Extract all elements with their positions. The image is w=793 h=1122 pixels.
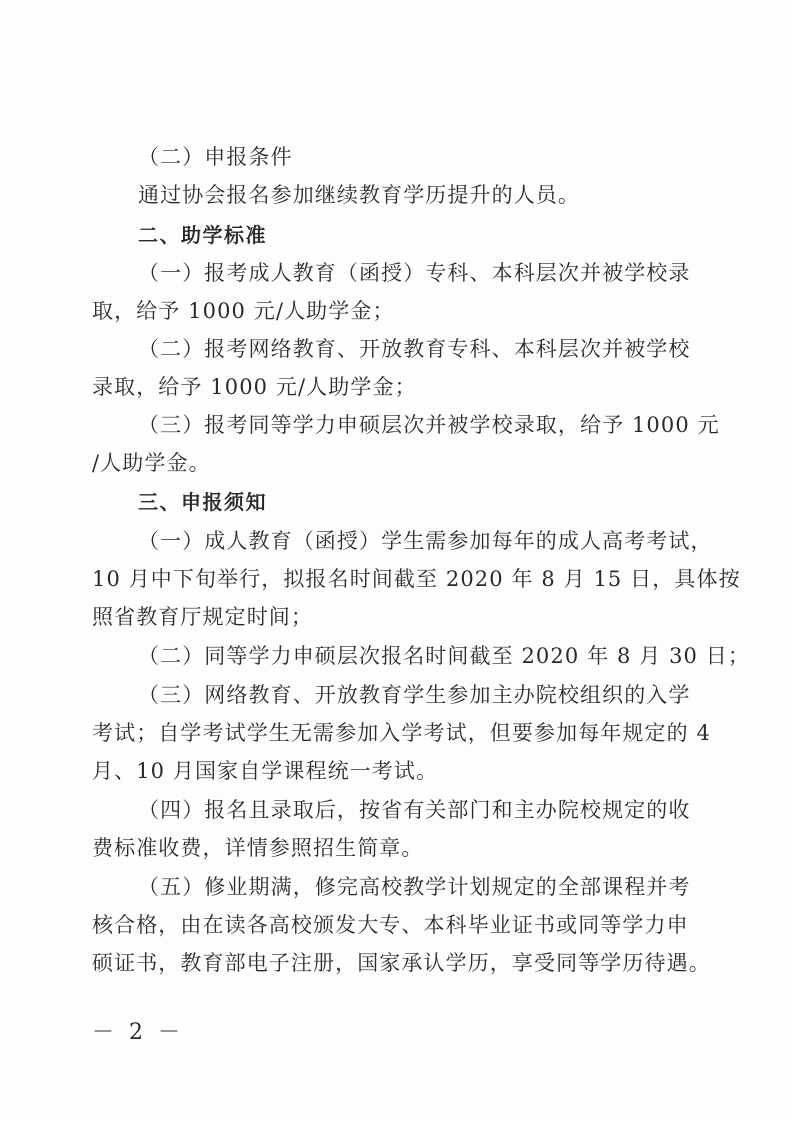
- paragraph-line: （二）同等学力申硕层次报名时间截至 2020 年 8 月 30 日；: [138, 644, 750, 668]
- paragraph-line: 照省教育厅规定时间；: [92, 605, 313, 629]
- paragraph-line: 月、10 月国家自学课程统一考试。: [92, 759, 439, 783]
- paragraph-line: （三）网络教育、开放教育学生参加主办院校组织的入学: [138, 683, 691, 707]
- paragraph-line: /人助学金。: [92, 451, 211, 475]
- paragraph-line: 通过协会报名参加继续教育学历提升的人员。: [138, 183, 580, 207]
- paragraph-line: （一）报考成人教育（函授）专科、本科层次并被学校录: [138, 261, 691, 285]
- paragraph-line: （四）报名且录取后，按省有关部门和主办院校规定的收: [138, 798, 691, 822]
- paragraph-line: （二）报考网络教育、开放教育专科、本科层次并被学校: [138, 337, 691, 361]
- paragraph-line: 核合格，由在读各高校颁发大专、本科毕业证书或同等学力申: [92, 913, 689, 937]
- paragraph-line: 10 月中下旬举行，拟报名时间截至 2020 年 8 月 15 日，具体按: [92, 567, 741, 591]
- paragraph-line: 录取，给予 1000 元/人助学金；: [92, 375, 417, 399]
- paragraph-line: 考试；自学考试学生无需参加入学考试，但要参加每年规定的 4: [92, 721, 711, 745]
- section-heading-subsidy-standards: 二、助学标准: [138, 223, 267, 247]
- section-heading-application-notes: 三、申报须知: [138, 490, 267, 514]
- subsection-heading-application-conditions: （二）申报条件: [138, 145, 293, 169]
- paragraph-line: （三）报考同等学力申硕层次并被学校录取，给予 1000 元: [138, 413, 720, 437]
- paragraph-line: 取，给予 1000 元/人助学金；: [92, 299, 395, 323]
- paragraph-line: 费标准收费，详情参照招生简章。: [92, 836, 424, 860]
- paragraph-line: （五）修业期满，修完高校教学计划规定的全部课程并考: [138, 875, 691, 899]
- paragraph-line: （一）成人教育（函授）学生需参加每年的成人高考考试，: [138, 529, 713, 553]
- paragraph-line: 硕证书，教育部电子注册，国家承认学历，享受同等学历待遇。: [92, 951, 711, 975]
- page-number: － 2 －: [92, 1020, 184, 1045]
